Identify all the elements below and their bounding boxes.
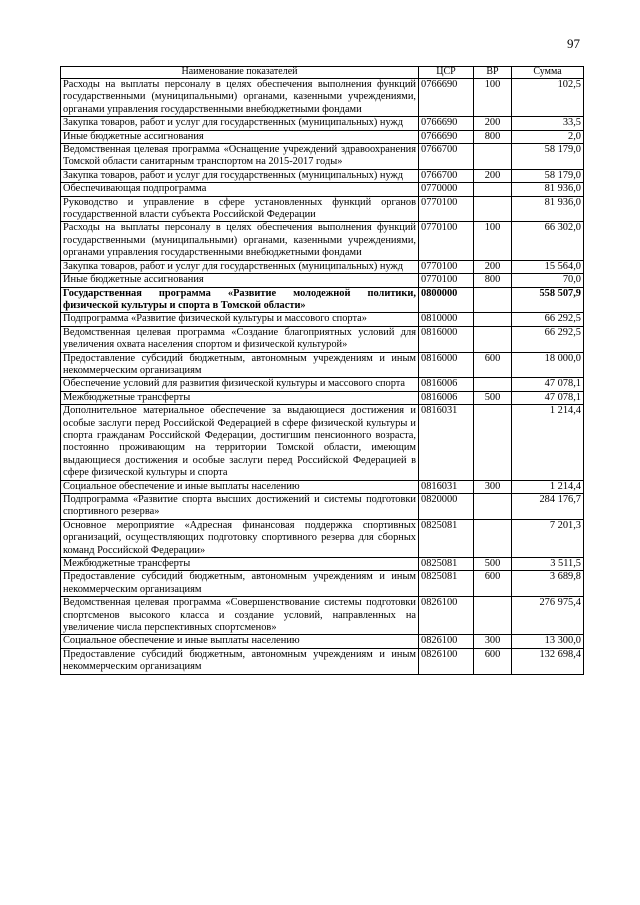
cell-name: Дополнительное материальное обеспечение за выдающиеся достижения и особые заслуги перед Российской Федерацией в сфере физической культуры и спорта гражданам Российской Федерации, достигшим пенсионного возраста, постоянно проживающим на территории Томской области, имеющим выдающиеся достижения и особые заслуги перед Российской Федерацией в сфере физической культуры и спорта (61, 405, 419, 480)
cell-csr: 0826100 (419, 597, 474, 635)
cell-vr (474, 597, 512, 635)
cell-sum: 66 302,0 (512, 222, 584, 260)
cell-vr: 500 (474, 391, 512, 404)
table-row (61, 480, 584, 493)
table-row (61, 635, 584, 648)
cell-csr: 0800000 (419, 287, 474, 313)
cell-name: Обеспечивающая подпрограмма (61, 183, 419, 196)
cell-vr (474, 196, 512, 222)
table-row (61, 222, 584, 260)
cell-name: Государственная программа «Развитие молодежной политики, физической культуры и спорта в Томской области» (61, 287, 419, 313)
cell-vr: 800 (474, 274, 512, 287)
cell-name: Расходы на выплаты персоналу в целях обеспечения выполнения функций государственными (муниципальными) органами, казенными учреждениями, органами управления государственными внебюджетными фондами (61, 79, 419, 117)
cell-csr: 0816006 (419, 391, 474, 404)
cell-sum: 47 078,1 (512, 391, 584, 404)
cell-sum: 1 214,4 (512, 480, 584, 493)
cell-csr: 0816006 (419, 378, 474, 391)
cell-csr: 0816031 (419, 480, 474, 493)
cell-vr (474, 183, 512, 196)
cell-csr: 0826100 (419, 648, 474, 674)
cell-csr: 0816031 (419, 405, 474, 480)
cell-name: Межбюджетные трансферты (61, 391, 419, 404)
cell-csr: 0766690 (419, 79, 474, 117)
cell-vr: 300 (474, 635, 512, 648)
cell-sum: 33,5 (512, 117, 584, 130)
cell-csr: 0766700 (419, 169, 474, 182)
cell-vr: 600 (474, 571, 512, 597)
cell-csr: 0766690 (419, 130, 474, 143)
cell-name: Социальное обеспечение и иные выплаты населению (61, 480, 419, 493)
cell-vr: 800 (474, 130, 512, 143)
cell-vr (474, 519, 512, 557)
table-row (61, 183, 584, 196)
cell-sum: 276 975,4 (512, 597, 584, 635)
cell-name: Иные бюджетные ассигнования (61, 130, 419, 143)
cell-sum: 58 179,0 (512, 169, 584, 182)
table-row (61, 558, 584, 571)
header-vr: ВР (474, 67, 512, 79)
table-row (61, 130, 584, 143)
cell-sum: 18 000,0 (512, 352, 584, 378)
cell-vr (474, 405, 512, 480)
cell-vr: 100 (474, 79, 512, 117)
cell-vr (474, 287, 512, 313)
cell-csr: 0816000 (419, 326, 474, 352)
cell-sum: 102,5 (512, 79, 584, 117)
cell-csr: 0766690 (419, 117, 474, 130)
table-row (61, 597, 584, 635)
table-row (61, 378, 584, 391)
cell-sum: 58 179,0 (512, 144, 584, 170)
cell-csr: 0820000 (419, 494, 474, 520)
cell-name: Предоставление субсидий бюджетным, автономным учреждениям и иным некоммерческим организациям (61, 352, 419, 378)
cell-csr: 0770100 (419, 274, 474, 287)
table-header-row (61, 67, 584, 79)
table-row (61, 313, 584, 326)
cell-csr: 0770100 (419, 196, 474, 222)
table-row (61, 196, 584, 222)
cell-vr: 500 (474, 558, 512, 571)
cell-vr: 200 (474, 260, 512, 273)
table-row (61, 519, 584, 557)
cell-csr: 0766700 (419, 144, 474, 170)
table-row (61, 260, 584, 273)
cell-sum: 2,0 (512, 130, 584, 143)
cell-sum: 3 511,5 (512, 558, 584, 571)
cell-sum: 132 698,4 (512, 648, 584, 674)
cell-name: Иные бюджетные ассигнования (61, 274, 419, 287)
cell-vr (474, 313, 512, 326)
cell-name: Предоставление субсидий бюджетным, автономным учреждениям и иным некоммерческим организациям (61, 648, 419, 674)
cell-sum: 15 564,0 (512, 260, 584, 273)
cell-csr: 0770000 (419, 183, 474, 196)
cell-csr: 0770100 (419, 260, 474, 273)
table-row (61, 169, 584, 182)
header-name: Наименование показателей (61, 67, 419, 79)
table-row (61, 144, 584, 170)
cell-sum: 70,0 (512, 274, 584, 287)
cell-name: Ведомственная целевая программа «Оснащение учреждений здравоохранения Томской области санитарным транспортом на 2015-2017 годы» (61, 144, 419, 170)
cell-sum: 47 078,1 (512, 378, 584, 391)
cell-vr (474, 378, 512, 391)
cell-csr: 0816000 (419, 352, 474, 378)
cell-sum: 66 292,5 (512, 326, 584, 352)
cell-name: Обеспечение условий для развития физической культуры и массового спорта (61, 378, 419, 391)
table-row (61, 405, 584, 480)
header-sum: Сумма (512, 67, 584, 79)
cell-vr: 600 (474, 352, 512, 378)
cell-csr: 0810000 (419, 313, 474, 326)
cell-name: Закупка товаров, работ и услуг для государственных (муниципальных) нужд (61, 169, 419, 182)
cell-name: Ведомственная целевая программа «Совершенствование системы подготовки спортсменов высокого класса и создание условий, направленных на увеличение числа перспективных спортсменов» (61, 597, 419, 635)
cell-vr: 600 (474, 648, 512, 674)
cell-sum: 81 936,0 (512, 183, 584, 196)
cell-sum: 7 201,3 (512, 519, 584, 557)
cell-vr (474, 326, 512, 352)
table-row (61, 326, 584, 352)
table-row (61, 391, 584, 404)
budget-table (60, 66, 584, 675)
cell-csr: 0826100 (419, 635, 474, 648)
table-row (61, 287, 584, 313)
cell-sum: 558 507,9 (512, 287, 584, 313)
cell-csr: 0825081 (419, 519, 474, 557)
table-row (61, 352, 584, 378)
table-row (61, 274, 584, 287)
cell-vr: 100 (474, 222, 512, 260)
cell-vr (474, 144, 512, 170)
cell-vr (474, 494, 512, 520)
cell-vr: 200 (474, 169, 512, 182)
cell-sum: 66 292,5 (512, 313, 584, 326)
cell-sum: 284 176,7 (512, 494, 584, 520)
cell-sum: 1 214,4 (512, 405, 584, 480)
cell-name: Руководство и управление в сфере установленных функций органов государственной власти субъекта Российской Федерации (61, 196, 419, 222)
cell-name: Основное мероприятие «Адресная финансовая поддержка спортивных организаций, осуществляющих подготовку спортивного резерва для сборных команд Российской Федерации» (61, 519, 419, 557)
cell-vr: 300 (474, 480, 512, 493)
cell-name: Социальное обеспечение и иные выплаты населению (61, 635, 419, 648)
table-row (61, 494, 584, 520)
cell-name: Расходы на выплаты персоналу в целях обеспечения выполнения функций государственными (муниципальными) органами, казенными учреждениями, органами управления государственными внебюджетными фондами (61, 222, 419, 260)
cell-name: Закупка товаров, работ и услуг для государственных (муниципальных) нужд (61, 117, 419, 130)
table-row (61, 117, 584, 130)
cell-name: Закупка товаров, работ и услуг для государственных (муниципальных) нужд (61, 260, 419, 273)
cell-csr: 0825081 (419, 558, 474, 571)
cell-name: Подпрограмма «Развитие спорта высших достижений и системы подготовки спортивного резерва» (61, 494, 419, 520)
table-row (61, 571, 584, 597)
cell-csr: 0770100 (419, 222, 474, 260)
table-row (61, 79, 584, 117)
cell-csr: 0825081 (419, 571, 474, 597)
cell-name: Предоставление субсидий бюджетным, автономным учреждениям и иным некоммерческим организациям (61, 571, 419, 597)
cell-vr: 200 (474, 117, 512, 130)
cell-name: Межбюджетные трансферты (61, 558, 419, 571)
page-number: 97 (567, 36, 580, 51)
table-row (61, 648, 584, 674)
cell-name: Ведомственная целевая программа «Создание благоприятных условий для увеличения охвата населения спортом и физической культурой» (61, 326, 419, 352)
header-csr: ЦСР (419, 67, 474, 79)
cell-sum: 13 300,0 (512, 635, 584, 648)
cell-sum: 3 689,8 (512, 571, 584, 597)
cell-sum: 81 936,0 (512, 196, 584, 222)
cell-name: Подпрограмма «Развитие физической культуры и массового спорта» (61, 313, 419, 326)
